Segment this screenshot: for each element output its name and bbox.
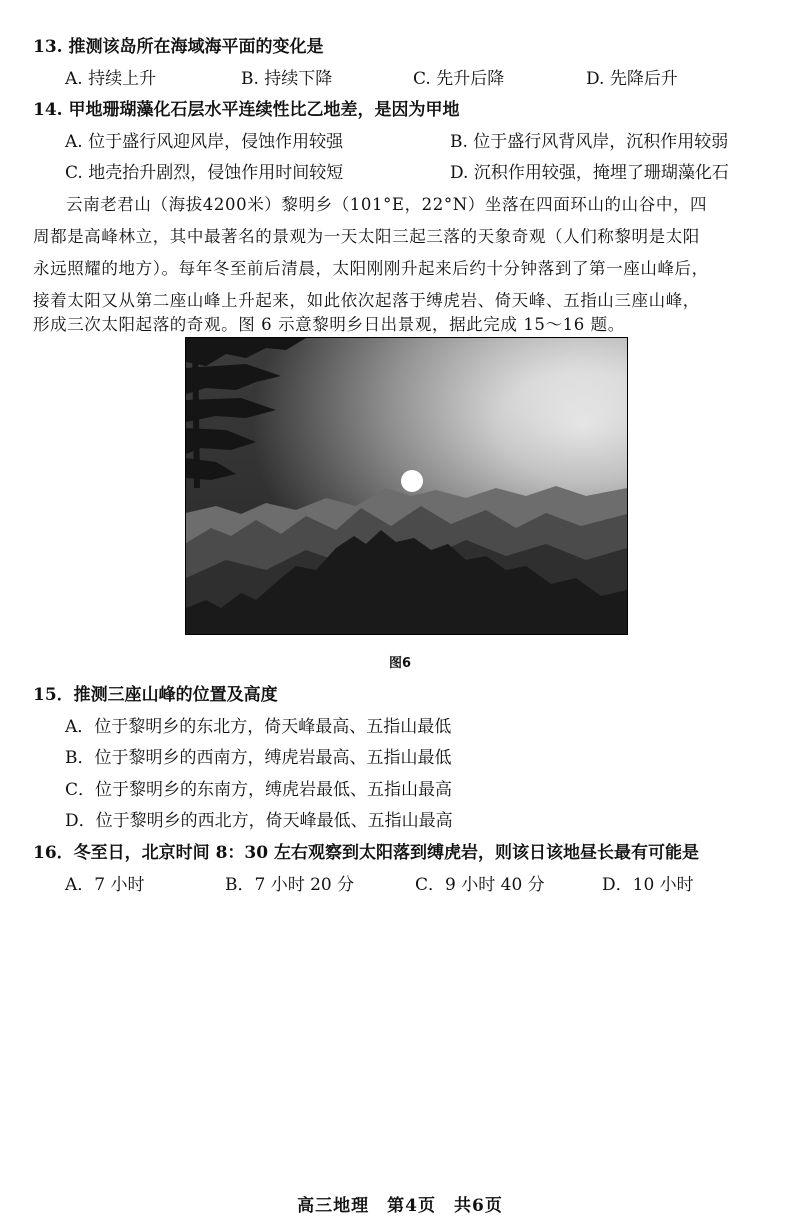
q15-option-c: C．位于黎明乡的东南方，缚虎岩最低、五指山最高	[65, 780, 453, 800]
q15-stem: 15．推测三座山峰的位置及高度	[33, 685, 278, 705]
q16-option-c: C．9 小时 40 分	[415, 875, 545, 895]
q16-options	[65, 874, 694, 896]
q13-option-c: C. 先升后降	[413, 69, 505, 89]
q14-option-a: A. 位于盛行风迎风岸，侵蚀作用较强	[65, 132, 344, 152]
q16-option-a: A．7 小时	[65, 875, 145, 895]
passage-line-5: 形成三次太阳起落的奇观。图 6 示意黎明乡日出景观，据此完成 15～16 题。	[33, 315, 625, 334]
page-footer: 高三地理 第4页 共6页	[297, 1196, 503, 1216]
figure-caption: 图6	[388, 656, 412, 671]
q16-option-b: B．7 小时 20 分	[225, 875, 355, 895]
q15-option-d: D．位于黎明乡的西北方，倚天峰最低、五指山最高	[65, 811, 453, 831]
q13-option-d: D. 先降后升	[586, 69, 678, 89]
q16-stem: 16．冬至日，北京时间 8：30 左右观察到太阳落到缚虎岩，则该日该地昼长最有可能是	[33, 843, 699, 863]
passage-line-4: 接着太阳又从第二座山峰上升起来，如此依次起落于缚虎岩、倚天峰、五指山三座山峰，	[33, 291, 700, 310]
sun	[401, 470, 423, 492]
q15-option-a: A．位于黎明乡的东北方，倚天峰最高、五指山最低	[65, 717, 452, 737]
q14-option-c: C. 地壳抬升剧烈，侵蚀作用时间较短	[65, 163, 344, 183]
passage-line-1: 云南老君山（海拔4200米）黎明乡（101°E，22°N）坐落在四面环山的山谷中，四	[66, 195, 708, 214]
passage-line-2: 周都是高峰林立，其中最著名的景观为一天太阳三起三落的天象奇观（人们称黎明是太阳	[33, 227, 700, 246]
q13-options	[65, 68, 678, 90]
q13-stem: 13. 推测该岛所在海域海平面的变化是	[33, 37, 324, 57]
q13-option-b: B. 持续下降	[241, 69, 333, 89]
passage-line-3: 永远照耀的地方）。每年冬至前后清晨，太阳刚刚升起来后约十分钟落到了第一座山峰后，	[33, 259, 709, 278]
q15-option-b: B．位于黎明乡的西南方，缚虎岩最高、五指山最低	[65, 748, 452, 768]
sunrise-photo	[185, 337, 628, 635]
q14-option-b: B. 位于盛行风背风岸，沉积作用较弱	[450, 132, 729, 152]
q14-stem: 14. 甲地珊瑚藻化石层水平连续性比乙地差，是因为甲地	[33, 100, 460, 120]
q16-option-d: D．10 小时	[602, 875, 694, 895]
q14-option-d: D. 沉积作用较强，掩埋了珊瑚藻化石	[450, 163, 729, 183]
q13-option-a: A. 持续上升	[65, 69, 157, 89]
